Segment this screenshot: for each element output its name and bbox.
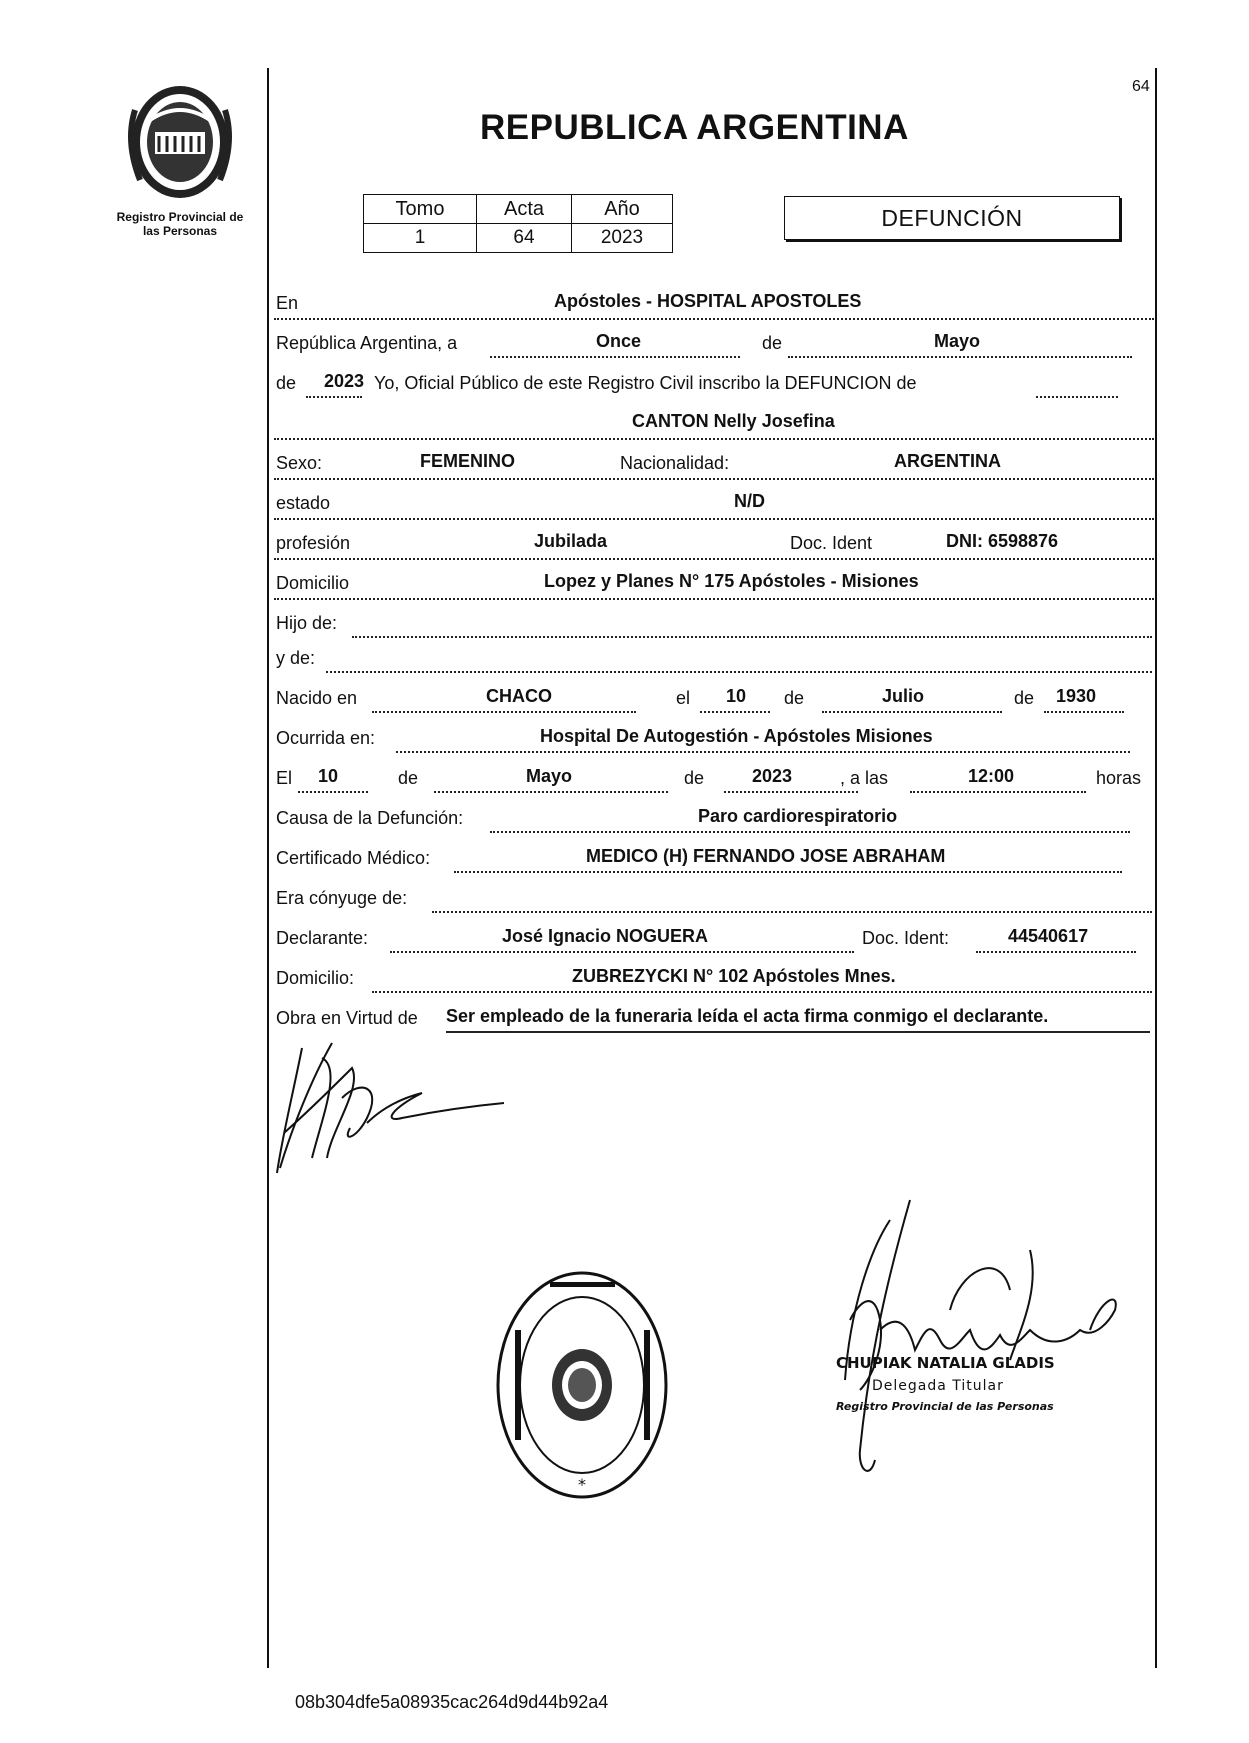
page-title: REPUBLICA ARGENTINA xyxy=(480,108,909,147)
de-label-3: de xyxy=(1014,688,1035,708)
row-fecha xyxy=(274,763,1154,795)
de-label: de xyxy=(762,333,783,353)
day-word-value: Once xyxy=(596,331,642,351)
year-value: 2023 xyxy=(324,371,365,391)
domicilio-value: Lopez y Planes N° 175 Apóstoles - Misiones xyxy=(544,571,919,591)
officer-office: Registro Provincial de las Personas xyxy=(836,1400,1054,1413)
row-declarante xyxy=(274,923,1154,955)
fecha-anio-value: 2023 xyxy=(752,766,793,786)
yde-label: y de: xyxy=(276,648,316,668)
horas-label: horas xyxy=(1096,768,1142,788)
el2-label: El xyxy=(276,768,293,788)
fecha-mes-value: Mayo xyxy=(526,766,573,786)
row-domicilio xyxy=(274,568,1154,600)
sexo-label: Sexo: xyxy=(276,453,323,473)
declarante-value: José Ignacio NOGUERA xyxy=(502,926,709,946)
year-prefix-label: de xyxy=(276,373,297,393)
alas-label: , a las xyxy=(840,768,889,788)
en-label: En xyxy=(276,293,299,313)
fecha-dia-value: 10 xyxy=(318,766,339,786)
place-value: Apóstoles - HOSPITAL APOSTOLES xyxy=(554,291,862,311)
declarante-label: Declarante: xyxy=(276,928,369,948)
nacido-dia-value: 10 xyxy=(726,686,747,706)
row-obra xyxy=(274,1003,1154,1035)
officer-title: Delegada Titular xyxy=(872,1378,1004,1394)
causa-label: Causa de la Defunción: xyxy=(276,808,464,828)
anio-header: Año xyxy=(572,195,673,224)
hora-value: 12:00 xyxy=(968,766,1015,786)
doc-label: Doc. Ident xyxy=(790,533,873,553)
row-ocurrida xyxy=(274,723,1154,755)
row-certificado xyxy=(274,843,1154,875)
document-hash: 08b304dfe5a08935cac264d9d44b92a4 xyxy=(295,1692,609,1712)
svg-text:*: * xyxy=(578,1475,586,1494)
declarante-doc-value: 44540617 xyxy=(1008,926,1089,946)
el-label: el xyxy=(676,688,691,708)
acta-value: 64 xyxy=(477,224,572,253)
certificado-label: Certificado Médico: xyxy=(276,848,431,868)
registry-label: Registro Provincial de las Personas xyxy=(116,210,244,238)
left-margin-line xyxy=(267,68,269,1668)
declarant-signature xyxy=(272,1038,512,1178)
registry-seal xyxy=(495,1270,670,1500)
row-inscription xyxy=(274,368,1154,400)
acta-header: Acta xyxy=(477,195,572,224)
domicilio-label: Domicilio xyxy=(276,573,350,593)
record-type-box: DEFUNCIÓN xyxy=(784,196,1120,240)
row-nacido xyxy=(274,683,1154,715)
row-sex xyxy=(274,448,1154,480)
row-hijo xyxy=(274,608,1154,640)
row-conyuge xyxy=(274,883,1154,915)
nacido-anio-value: 1930 xyxy=(1056,686,1097,706)
inscription-text: Yo, Oficial Público de este Registro Civil inscribo la DEFUNCION de xyxy=(374,373,917,393)
record-table xyxy=(363,194,673,253)
officer-signature xyxy=(830,1190,1130,1490)
deceased-name: CANTON Nelly Josefina xyxy=(632,411,835,431)
officer-name: CHUPIAK NATALIA GLADIS xyxy=(836,1354,1055,1372)
nacido-lugar-value: CHACO xyxy=(486,686,552,706)
estado-value: N/D xyxy=(734,491,765,511)
profesion-value: Jubilada xyxy=(534,531,608,551)
certificado-value: MEDICO (H) FERNANDO JOSE ABRAHAM xyxy=(586,846,946,866)
anio-value: 2023 xyxy=(572,224,673,253)
causa-value: Paro cardiorespiratorio xyxy=(698,806,898,826)
profesion-label: profesión xyxy=(276,533,351,553)
month-value: Mayo xyxy=(934,331,981,351)
nacido-mes-value: Julio xyxy=(882,686,925,706)
row-causa xyxy=(274,803,1154,835)
hijo-label: Hijo de: xyxy=(276,613,338,633)
row-name xyxy=(274,408,1154,440)
de-label-5: de xyxy=(684,768,705,788)
row-profesion xyxy=(274,528,1154,560)
nacionalidad-label: Nacionalidad: xyxy=(620,453,730,473)
declarante-doc-label: Doc. Ident: xyxy=(862,928,950,948)
doc-value: DNI: 6598876 xyxy=(946,531,1059,551)
nacionalidad-value: ARGENTINA xyxy=(894,451,1001,471)
obra-value: Ser empleado de la funeraria leída el acta firma conmigo el declarante. xyxy=(446,1006,1049,1026)
ocurrida-label: Ocurrida en: xyxy=(276,728,376,748)
province-emblem xyxy=(125,80,235,205)
de-label-2: de xyxy=(784,688,805,708)
page-number: 64 xyxy=(1132,78,1150,95)
ocurrida-value: Hospital De Autogestión - Apóstoles Misiones xyxy=(540,726,933,746)
domicilio2-label: Domicilio: xyxy=(276,968,355,988)
row-estado xyxy=(274,488,1154,520)
obra-label: Obra en Virtud de xyxy=(276,1008,418,1028)
republica-label: República Argentina, a xyxy=(276,333,458,353)
sexo-value: FEMENINO xyxy=(420,451,516,471)
row-domicilio-declarante xyxy=(274,963,1154,995)
right-margin-line xyxy=(1155,68,1157,1668)
de-label-4: de xyxy=(398,768,419,788)
row-place xyxy=(274,288,1154,320)
tomo-header: Tomo xyxy=(364,195,477,224)
conyuge-label: Era cónyuge de: xyxy=(276,888,408,908)
row-date xyxy=(274,328,1154,360)
domicilio2-value: ZUBREZYCKI N° 102 Apóstoles Mnes. xyxy=(572,966,896,986)
tomo-value: 1 xyxy=(364,224,477,253)
estado-label: estado xyxy=(276,493,331,513)
nacido-label: Nacido en xyxy=(276,688,358,708)
row-yde xyxy=(274,643,1154,675)
